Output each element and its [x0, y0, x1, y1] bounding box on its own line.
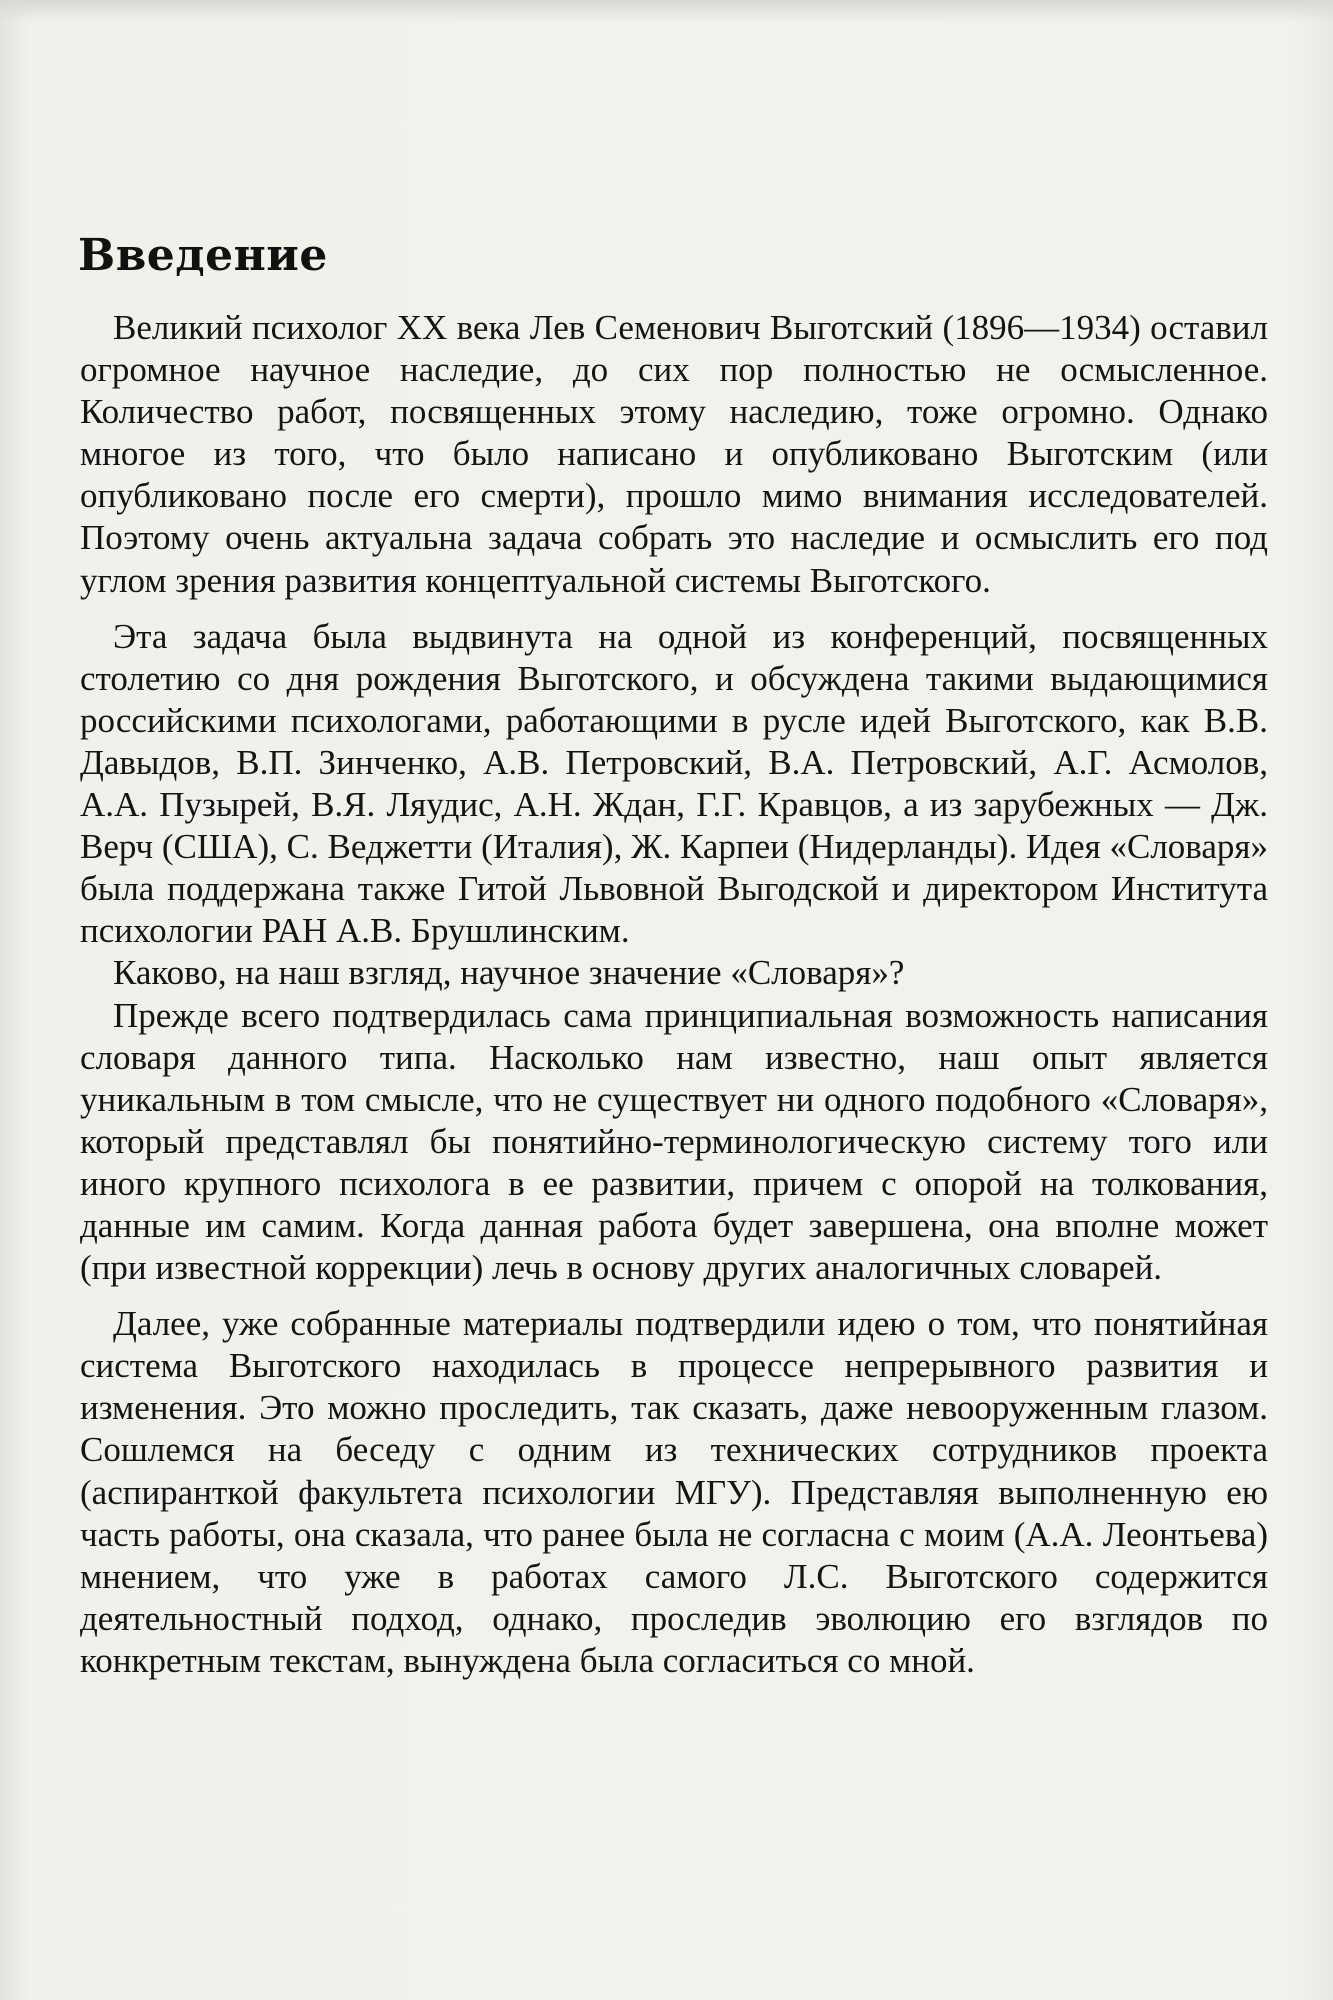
paragraph-1: Великий психолог XX века Лев Семенович Выготский (1896—1934) оставил огромное научное наследие, до сих пор полностью не осмысленное. Количество работ, посвященных этому наследию, тоже огромно. Однако многое из того, что было написано и опубликовано Выготским (или опубликовано после его смерти), прошло мимо внимания исследователей. Поэтому очень актуальна задача собрать это наследие и осмыслить его под углом зрения развития концептуальной системы Выготского.: [80, 308, 1268, 600]
reverse-page-show-through: [75, 70, 1275, 150]
section-heading: Введение: [78, 230, 328, 281]
paragraph-4: Прежде всего подтвердилась сама принципиальная возможность написания словаря данного типа. Насколько нам известно, наш опыт является уникальным в том смысле, что не существует ни одного подобного «Словаря», который представлял бы понятийно-терминологическую систему того или иного крупного психолога в ее развитии, причем с опорой на толкования, данные им самим. Когда данная работа будет завершена, она вполне может (при известной коррекции) лечь в основу других аналогичных словарей.: [80, 995, 1268, 1288]
paragraph-2: Эта задача была выдвинута на одной из конференций, посвященных столетию со дня рождения Выготского, и обсуждена такими выдающимися российскими психологами, работающими в русле идей Выготского, как В.В. Давыдов, В.П. Зинченко, А.В. Петровский, В.А. Петровский, А.Г. Асмолов, А.А. Пузырей, В.Я. Ляудис, А.Н. Ждан, Г.Г. Кравцов, а из зарубежных — Дж. Верч (США), С. Веджетти (Италия), Ж. Карпеи (Нидерланды). Идея «Словаря» была поддержана также Гитой Львовной Выгодской и директором Института психологии РАН А.В. Брушлинским.: [80, 616, 1268, 951]
page-top-edge: [0, 0, 1333, 22]
paragraph-5: Далее, уже собранные материалы подтвердили идею о том, что понятийная система Выготского находилась в процессе непрерывного развития и изменения. Это можно проследить, так сказать, даже невооруженным глазом. Сошлемся на беседу с одним из технических сотрудников проекта (аспиранткой факультета психологии МГУ). Представляя выполненную ею часть работы, она сказала, что ранее была не согласна с моим (А.А. Леонтьева) мнением, что уже в работах самого Л.С. Выготского содержится деятельностный подход, однако, проследив эволюцию его взглядов по конкретным текстам, вынуждена была согласиться со мной.: [80, 1304, 1268, 1680]
body-text: [80, 307, 1268, 1682]
paragraph-3: Каково, на наш взгляд, научное значение «Словаря»?: [113, 953, 905, 993]
